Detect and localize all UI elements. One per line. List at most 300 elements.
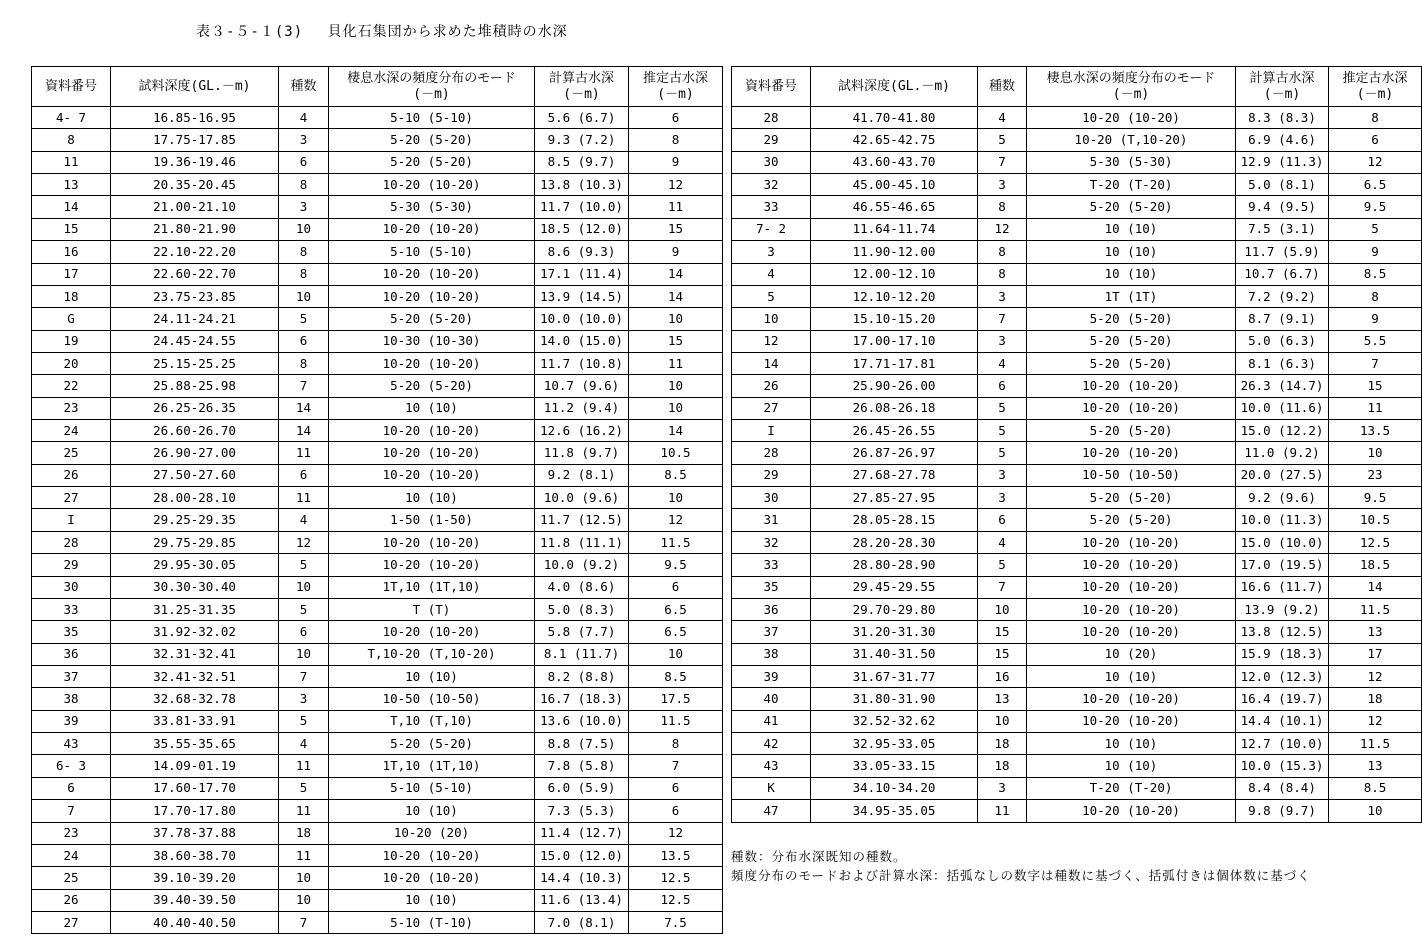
cell-calculated-depth: 5.0 (6.3) [1236,330,1329,352]
table-row [32,174,723,196]
cell-species-count: 7 [978,151,1027,173]
cell-sample-no: 43 [732,755,811,777]
cell-species-count: 6 [279,330,329,352]
cell-estimated-depth: 7 [629,755,723,777]
cell-estimated-depth: 10 [629,375,723,397]
cell-estimated-depth: 6.5 [1329,174,1422,196]
cell-sample-no: 28 [32,531,111,553]
cell-calculated-depth: 12.6 (16.2) [535,420,629,442]
cell-habitat-mode: 5-20 (5-20) [1027,487,1236,509]
cell-sample-depth: 31.67-31.77 [811,665,978,687]
cell-estimated-depth: 17.5 [629,688,723,710]
cell-species-count: 5 [978,129,1027,151]
cell-sample-depth: 24.11-24.21 [111,308,279,330]
cell-sample-no: 14 [32,196,111,218]
cell-estimated-depth: 8 [629,733,723,755]
cell-species-count: 4 [978,352,1027,374]
cell-estimated-depth: 10 [629,397,723,419]
cell-estimated-depth: 11.5 [1329,598,1422,620]
cell-habitat-mode: T,10 (T,10) [329,710,535,732]
cell-estimated-depth: 12 [1329,710,1422,732]
cell-sample-no: 31 [732,509,811,531]
cell-species-count: 14 [279,397,329,419]
cell-sample-no: 30 [732,487,811,509]
cell-species-count: 18 [978,755,1027,777]
cell-estimated-depth: 8.5 [1329,263,1422,285]
table-row [732,688,1422,710]
cell-estimated-depth: 11 [1329,397,1422,419]
cell-estimated-depth: 6.5 [629,598,723,620]
cell-estimated-depth: 13 [1329,755,1422,777]
header-calculated-depth: 計算古水深 (－m) [535,67,629,107]
cell-habitat-mode: 10-20 (T,10-20) [1027,129,1236,151]
cell-sample-depth: 26.45-26.55 [811,420,978,442]
cell-sample-depth: 27.50-27.60 [111,464,279,486]
cell-sample-no: 27 [732,397,811,419]
cell-sample-no: 27 [32,911,111,933]
table-row [32,554,723,576]
cell-sample-depth: 17.70-17.80 [111,800,279,822]
cell-species-count: 11 [978,800,1027,822]
cell-species-count: 15 [978,643,1027,665]
cell-estimated-depth: 12 [1329,151,1422,173]
cell-calculated-depth: 8.7 (9.1) [1236,308,1329,330]
cell-sample-depth: 28.05-28.15 [811,509,978,531]
cell-sample-depth: 29.25-29.35 [111,509,279,531]
cell-calculated-depth: 6.9 (4.6) [1236,129,1329,151]
cell-calculated-depth: 26.3 (14.7) [1236,375,1329,397]
cell-habitat-mode: 1T (1T) [1027,285,1236,307]
cell-estimated-depth: 10 [1329,800,1422,822]
table-row [732,554,1422,576]
cell-calculated-depth: 7.3 (5.3) [535,800,629,822]
cell-sample-depth: 26.60-26.70 [111,420,279,442]
cell-sample-no: 6 [32,777,111,799]
cell-calculated-depth: 5.0 (8.3) [535,598,629,620]
table-row [32,889,723,911]
cell-estimated-depth: 7 [1329,352,1422,374]
cell-sample-depth: 27.68-27.78 [811,464,978,486]
cell-sample-depth: 12.10-12.20 [811,285,978,307]
cell-estimated-depth: 10 [629,487,723,509]
table-row [732,464,1422,486]
header-habitat-mode: 棲息水深の頻度分布のモード (－m) [329,67,535,107]
cell-calculated-depth: 12.0 (12.3) [1236,665,1329,687]
cell-estimated-depth: 13 [1329,621,1422,643]
cell-species-count: 3 [279,196,329,218]
cell-habitat-mode: 5-10 (5-10) [329,777,535,799]
cell-sample-depth: 12.00-12.10 [811,263,978,285]
cell-habitat-mode: 5-20 (5-20) [1027,509,1236,531]
cell-habitat-mode: 10 (10) [1027,733,1236,755]
header-sample-depth: 試料深度(GL.－m) [111,67,279,107]
cell-sample-depth: 42.65-42.75 [811,129,978,151]
cell-estimated-depth: 12 [629,174,723,196]
cell-calculated-depth: 11.8 (11.1) [535,531,629,553]
cell-species-count: 11 [279,487,329,509]
cell-sample-no: 40 [732,688,811,710]
table-row [732,755,1422,777]
cell-calculated-depth: 11.2 (9.4) [535,397,629,419]
cell-calculated-depth: 11.4 (12.7) [535,822,629,844]
cell-sample-depth: 32.52-32.62 [811,710,978,732]
cell-calculated-depth: 7.2 (9.2) [1236,285,1329,307]
cell-species-count: 7 [978,308,1027,330]
cell-estimated-depth: 15 [1329,375,1422,397]
cell-estimated-depth: 8.5 [1329,777,1422,799]
cell-calculated-depth: 5.8 (7.7) [535,621,629,643]
cell-calculated-depth: 17.0 (19.5) [1236,554,1329,576]
table-row [32,598,723,620]
header-habitat-mode: 棲息水深の頻度分布のモード (－m) [1027,67,1236,107]
cell-species-count: 7 [279,911,329,933]
cell-calculated-depth: 14.4 (10.3) [535,867,629,889]
cell-sample-depth: 29.75-29.85 [111,531,279,553]
table-row [32,107,723,129]
cell-estimated-depth: 12.5 [629,867,723,889]
cell-species-count: 5 [279,598,329,620]
cell-species-count: 13 [978,688,1027,710]
header-sample-depth: 試料深度(GL.－m) [811,67,978,107]
table-row [732,241,1422,263]
cell-sample-no: 29 [732,464,811,486]
cell-habitat-mode: 5-20 (5-20) [1027,420,1236,442]
cell-estimated-depth: 14 [1329,576,1422,598]
cell-sample-depth: 19.36-19.46 [111,151,279,173]
cell-sample-no: 6- 3 [32,755,111,777]
cell-estimated-depth: 11 [629,196,723,218]
cell-calculated-depth: 12.9 (11.3) [1236,151,1329,173]
cell-sample-no: 15 [32,218,111,240]
table-row [32,352,723,374]
cell-habitat-mode: 10-20 (10-20) [329,218,535,240]
cell-sample-depth: 11.90-12.00 [811,241,978,263]
cell-habitat-mode: 10 (10) [1027,218,1236,240]
cell-sample-no: 30 [732,151,811,173]
cell-calculated-depth: 11.7 (5.9) [1236,241,1329,263]
table-row [732,777,1422,799]
cell-estimated-depth: 12 [629,822,723,844]
header-row [32,67,723,107]
cell-species-count: 10 [279,576,329,598]
cell-estimated-depth: 10 [629,308,723,330]
cell-calculated-depth: 8.4 (8.4) [1236,777,1329,799]
table-row [32,241,723,263]
cell-calculated-depth: 15.9 (18.3) [1236,643,1329,665]
cell-sample-no: 29 [32,554,111,576]
cell-species-count: 11 [279,844,329,866]
cell-habitat-mode: 5-30 (5-30) [329,196,535,218]
cell-sample-no: 43 [32,733,111,755]
cell-sample-depth: 28.00-28.10 [111,487,279,509]
cell-calculated-depth: 10.7 (9.6) [535,375,629,397]
cell-sample-depth: 31.80-31.90 [811,688,978,710]
header-species-count: 種数 [978,67,1027,107]
cell-calculated-depth: 5.6 (6.7) [535,107,629,129]
cell-habitat-mode: 5-20 (5-20) [329,375,535,397]
cell-habitat-mode: T-20 (T-20) [1027,174,1236,196]
table-row [32,375,723,397]
cell-habitat-mode: 10-20 (10-20) [1027,621,1236,643]
cell-sample-depth: 33.05-33.15 [811,755,978,777]
table-row [732,196,1422,218]
cell-habitat-mode: 10 (20) [1027,643,1236,665]
cell-estimated-depth: 8 [629,129,723,151]
cell-species-count: 3 [978,330,1027,352]
table-row [732,576,1422,598]
cell-sample-depth: 17.75-17.85 [111,129,279,151]
cell-calculated-depth: 4.0 (8.6) [535,576,629,598]
cell-estimated-depth: 6 [629,800,723,822]
cell-habitat-mode: 10-20 (10-20) [1027,800,1236,822]
cell-calculated-depth: 10.0 (9.2) [535,554,629,576]
cell-species-count: 11 [279,442,329,464]
cell-species-count: 3 [978,487,1027,509]
table-row [32,844,723,866]
cell-species-count: 5 [279,554,329,576]
cell-estimated-depth: 7.5 [629,911,723,933]
cell-sample-depth: 25.88-25.98 [111,375,279,397]
cell-calculated-depth: 16.4 (19.7) [1236,688,1329,710]
cell-habitat-mode: T-20 (T-20) [1027,777,1236,799]
cell-calculated-depth: 10.0 (9.6) [535,487,629,509]
cell-sample-depth: 25.15-25.25 [111,352,279,374]
cell-sample-depth: 32.68-32.78 [111,688,279,710]
cell-species-count: 8 [279,352,329,374]
cell-habitat-mode: 5-20 (5-20) [1027,352,1236,374]
cell-calculated-depth: 16.7 (18.3) [535,688,629,710]
cell-sample-no: 26 [32,889,111,911]
cell-sample-depth: 31.20-31.30 [811,621,978,643]
cell-sample-no: 38 [732,643,811,665]
cell-sample-depth: 34.95-35.05 [811,800,978,822]
cell-species-count: 6 [978,375,1027,397]
cell-sample-no: 28 [732,107,811,129]
cell-sample-depth: 16.85-16.95 [111,107,279,129]
cell-species-count: 8 [279,263,329,285]
cell-sample-depth: 21.00-21.10 [111,196,279,218]
cell-sample-no: 11 [32,151,111,173]
cell-calculated-depth: 11.6 (13.4) [535,889,629,911]
cell-sample-no: 33 [32,598,111,620]
cell-sample-no: 33 [732,196,811,218]
cell-sample-no: G [32,308,111,330]
cell-estimated-depth: 13.5 [629,844,723,866]
table-row [32,442,723,464]
cell-estimated-depth: 14 [629,285,723,307]
cell-calculated-depth: 9.3 (7.2) [535,129,629,151]
cell-calculated-depth: 10.0 (10.0) [535,308,629,330]
table-row [32,487,723,509]
table-row [732,598,1422,620]
cell-calculated-depth: 15.0 (12.0) [535,844,629,866]
cell-sample-depth: 27.85-27.95 [811,487,978,509]
cell-estimated-depth: 6 [629,777,723,799]
cell-calculated-depth: 10.0 (11.6) [1236,397,1329,419]
cell-estimated-depth: 15 [629,218,723,240]
table-row [732,375,1422,397]
table-row [732,308,1422,330]
cell-species-count: 10 [978,710,1027,732]
cell-sample-no: 8 [32,129,111,151]
cell-sample-depth: 39.10-39.20 [111,867,279,889]
cell-estimated-depth: 6.5 [629,621,723,643]
table-row [32,688,723,710]
cell-species-count: 12 [279,531,329,553]
cell-sample-depth: 14.09-01.19 [111,755,279,777]
cell-calculated-depth: 8.1 (11.7) [535,643,629,665]
cell-sample-depth: 31.92-32.02 [111,621,279,643]
cell-sample-no: 35 [732,576,811,598]
cell-habitat-mode: 10-20 (10-20) [329,442,535,464]
cell-habitat-mode: 10-20 (10-20) [1027,375,1236,397]
cell-sample-depth: 41.70-41.80 [811,107,978,129]
header-sample-no: 資料番号 [32,67,111,107]
table-row [32,218,723,240]
cell-calculated-depth: 13.9 (14.5) [535,285,629,307]
cell-estimated-depth: 9 [1329,308,1422,330]
cell-species-count: 7 [279,665,329,687]
header-species-count: 種数 [279,67,329,107]
table-row [32,330,723,352]
cell-sample-no: I [732,420,811,442]
header-calculated-depth: 計算古水深 (－m) [1236,67,1329,107]
cell-calculated-depth: 20.0 (27.5) [1236,464,1329,486]
table-row [32,129,723,151]
cell-calculated-depth: 13.6 (10.0) [535,710,629,732]
table-row [732,397,1422,419]
cell-sample-depth: 35.55-35.65 [111,733,279,755]
table-row [732,643,1422,665]
cell-habitat-mode: 10-20 (10-20) [1027,397,1236,419]
cell-sample-depth: 28.80-28.90 [811,554,978,576]
cell-sample-depth: 17.71-17.81 [811,352,978,374]
cell-sample-no: 7 [32,800,111,822]
cell-habitat-mode: 1-50 (1-50) [329,509,535,531]
cell-sample-no: 3 [732,241,811,263]
table-row [32,867,723,889]
cell-calculated-depth: 15.0 (10.0) [1236,531,1329,553]
cell-sample-no: 38 [32,688,111,710]
table-row [732,174,1422,196]
table-row [732,129,1422,151]
cell-sample-depth: 26.08-26.18 [811,397,978,419]
cell-species-count: 5 [978,420,1027,442]
cell-calculated-depth: 10.0 (11.3) [1236,509,1329,531]
cell-calculated-depth: 7.8 (5.8) [535,755,629,777]
cell-habitat-mode: 10-20 (10-20) [329,352,535,374]
cell-species-count: 15 [978,621,1027,643]
cell-sample-no: K [732,777,811,799]
header-row [732,67,1422,107]
cell-species-count: 5 [978,554,1027,576]
cell-habitat-mode: 5-20 (5-20) [1027,196,1236,218]
table-row [32,800,723,822]
cell-sample-no: 36 [732,598,811,620]
cell-estimated-depth: 8.5 [629,665,723,687]
cell-sample-depth: 37.78-37.88 [111,822,279,844]
cell-sample-no: 41 [732,710,811,732]
cell-sample-no: 26 [732,375,811,397]
cell-habitat-mode: 10-20 (10-20) [1027,710,1236,732]
cell-calculated-depth: 11.0 (9.2) [1236,442,1329,464]
table-row [32,822,723,844]
cell-sample-no: 26 [32,464,111,486]
table-row [32,531,723,553]
cell-calculated-depth: 11.7 (12.5) [535,509,629,531]
cell-calculated-depth: 8.5 (9.7) [535,151,629,173]
table-row [732,621,1422,643]
cell-habitat-mode: 5-30 (5-30) [1027,151,1236,173]
cell-habitat-mode: 10 (10) [329,397,535,419]
cell-species-count: 6 [978,509,1027,531]
cell-estimated-depth: 9.5 [1329,196,1422,218]
cell-sample-depth: 23.75-23.85 [111,285,279,307]
cell-habitat-mode: 10-30 (10-30) [329,330,535,352]
cell-habitat-mode: 10 (10) [1027,263,1236,285]
cell-sample-depth: 22.10-22.20 [111,241,279,263]
table-row [732,285,1422,307]
table-row [32,911,723,933]
table-row [32,509,723,531]
table-row [32,576,723,598]
cell-calculated-depth: 11.7 (10.0) [535,196,629,218]
cell-species-count: 7 [978,576,1027,598]
cell-habitat-mode: 10-20 (10-20) [329,464,535,486]
cell-species-count: 18 [279,822,329,844]
cell-sample-no: 5 [732,285,811,307]
cell-estimated-depth: 17 [1329,643,1422,665]
cell-habitat-mode: 10-20 (10-20) [329,531,535,553]
cell-estimated-depth: 8.5 [629,464,723,486]
cell-sample-no: 47 [732,800,811,822]
cell-species-count: 4 [279,733,329,755]
cell-calculated-depth: 13.8 (12.5) [1236,621,1329,643]
cell-sample-depth: 17.00-17.10 [811,330,978,352]
table-row [32,643,723,665]
cell-habitat-mode: 10-20 (10-20) [1027,688,1236,710]
cell-sample-no: 20 [32,352,111,374]
table-row [32,777,723,799]
cell-calculated-depth: 9.4 (9.5) [1236,196,1329,218]
cell-calculated-depth: 9.2 (8.1) [535,464,629,486]
cell-habitat-mode: 5-20 (5-20) [329,151,535,173]
cell-estimated-depth: 5 [1329,218,1422,240]
cell-sample-no: 36 [32,643,111,665]
table-row [732,107,1422,129]
cell-calculated-depth: 8.3 (8.3) [1236,107,1329,129]
cell-habitat-mode: T,10-20 (T,10-20) [329,643,535,665]
cell-calculated-depth: 17.1 (11.4) [535,263,629,285]
cell-calculated-depth: 15.0 (12.2) [1236,420,1329,442]
cell-calculated-depth: 14.4 (10.1) [1236,710,1329,732]
cell-calculated-depth: 13.9 (9.2) [1236,598,1329,620]
cell-sample-depth: 29.45-29.55 [811,576,978,598]
cell-habitat-mode: 10-20 (10-20) [1027,576,1236,598]
cell-calculated-depth: 6.0 (5.9) [535,777,629,799]
table-body-right [732,107,1422,823]
cell-species-count: 4 [978,107,1027,129]
cell-sample-depth: 32.95-33.05 [811,733,978,755]
cell-estimated-depth: 8 [1329,285,1422,307]
cell-sample-depth: 34.10-34.20 [811,777,978,799]
cell-sample-no: 23 [32,822,111,844]
cell-species-count: 3 [279,129,329,151]
cell-sample-depth: 26.87-26.97 [811,442,978,464]
cell-estimated-depth: 18.5 [1329,554,1422,576]
cell-estimated-depth: 6 [629,576,723,598]
cell-sample-depth: 28.20-28.30 [811,531,978,553]
